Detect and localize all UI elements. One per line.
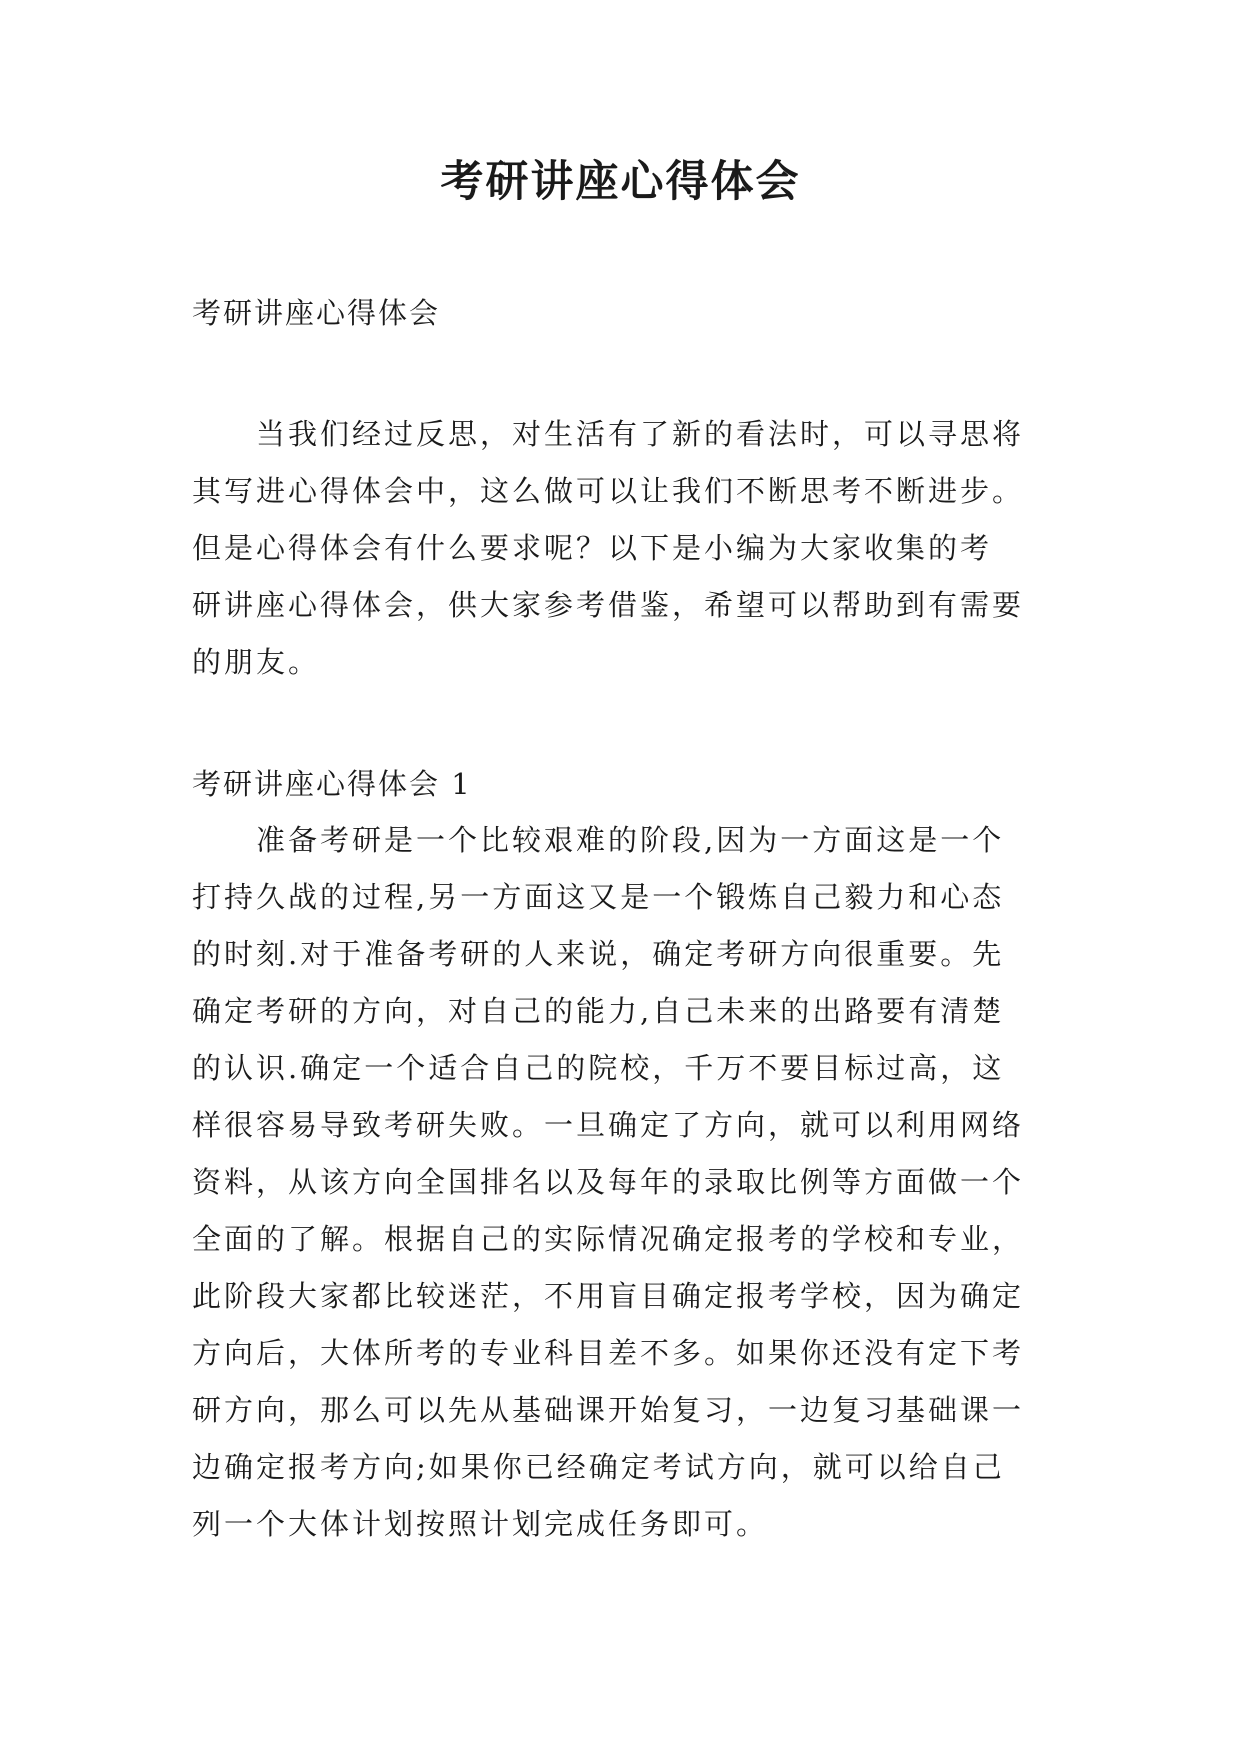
body-line: 研方向，那么可以先从基础课开始复习，一边复习基础课一 [192,1393,1025,1427]
intro-line: 研讲座心得体会，供大家参考借鉴，希望可以帮助到有需要 [192,588,1025,622]
body-line: 边确定报考方向;如果你已经确定考试方向，就可以给自己 [192,1450,1005,1484]
intro-line: 但是心得体会有什么要求呢？以下是小编为大家收集的考 [192,531,993,565]
body-line: 打持久战的过程,另一方面这又是一个锻炼自己毅力和心态 [192,880,1005,914]
intro-line: 当我们经过反思，对生活有了新的看法时，可以寻思将 [256,417,1025,451]
body-line: 列一个大体计划按照计划完成任务即可。 [192,1507,769,1541]
body-line: 确定考研的方向，对自己的能力,自己未来的出路要有清楚 [192,994,1005,1028]
intro-line: 的朋友。 [192,645,321,679]
body-line: 样很容易导致考研失败。一旦确定了方向，就可以利用网络 [192,1108,1025,1142]
document-title: 考研讲座心得体会 [440,157,801,207]
body-line: 方向后，大体所考的专业科目差不多。如果你还没有定下考 [192,1336,1025,1370]
body-line: 此阶段大家都比较迷茫，不用盲目确定报考学校，因为确定 [192,1279,1025,1313]
intro-line: 其写进心得体会中，这么做可以让我们不断思考不断进步。 [192,474,1025,508]
body-line: 的时刻.对于准备考研的人来说，确定考研方向很重要。先 [192,937,1005,971]
document-subtitle: 考研讲座心得体会 [192,296,441,330]
body-line: 的认识.确定一个适合自己的院校，千万不要目标过高，这 [192,1051,1005,1085]
section-heading: 考研讲座心得体会 1 [192,767,472,801]
body-line: 资料，从该方向全国排名以及每年的录取比例等方面做一个 [192,1165,1025,1199]
body-line: 全面的了解。根据自己的实际情况确定报考的学校和专业， [192,1222,1025,1256]
body-line: 准备考研是一个比较艰难的阶段,因为一方面这是一个 [256,823,1005,857]
